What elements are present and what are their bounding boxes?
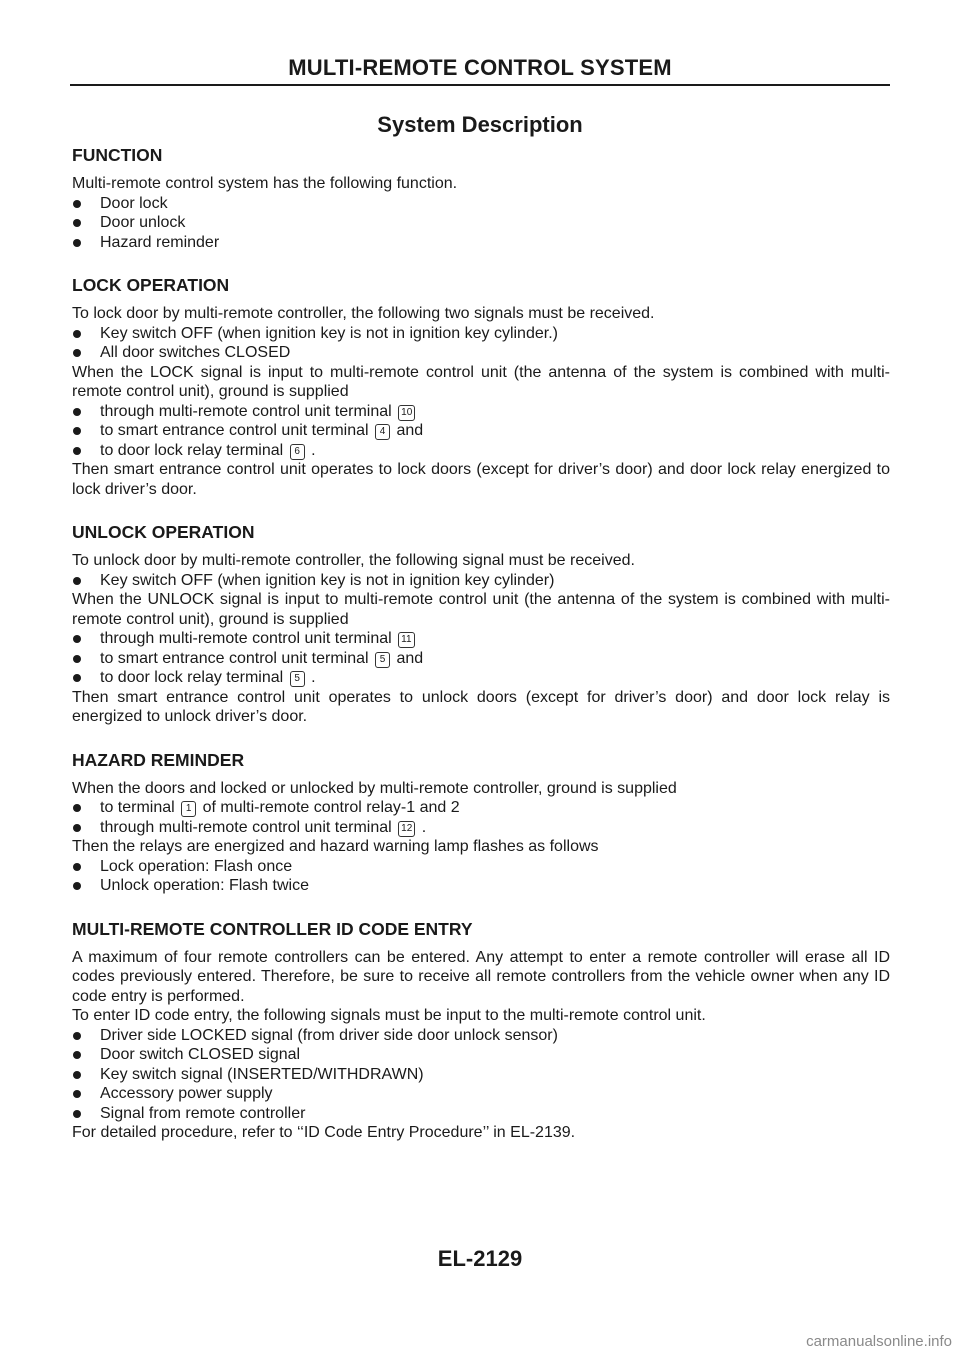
terminal-number-badge: 12 [398,821,415,837]
lock-heading: LOCK OPERATION [72,275,230,295]
unlock-section [72,522,890,727]
bullet-icon [73,219,81,227]
idcode-section [72,919,890,1143]
unlock-bullet: Key switch OFF (when ignition key is not in ignition key cylinder) [72,571,890,591]
function-intro: Multi-remote control system has the following function. [72,175,458,192]
lock-closing: Then smart entrance control unit operates to lock doors (except for driver’s door) and door lock relay energized to lock driver’s door. [72,461,890,498]
page-code: EL-2129 [437,1246,523,1271]
bullet-icon [73,1032,81,1040]
bullet-icon [73,349,81,357]
unlock-heading: UNLOCK OPERATION [72,522,255,542]
bullet-icon [73,1110,81,1118]
lock-section [72,275,890,499]
hazard-bullet: Lock operation: Flash once [72,857,890,877]
function-bullet: Door lock [72,194,890,214]
bullet-icon [73,1051,81,1059]
bullet-icon [73,655,81,663]
bullet-icon [73,882,81,890]
bullet-icon [73,804,81,812]
unlock-closing: Then smart entrance control unit operates to unlock doors (except for driver’s door) and door lock relay is energized to unlock driver’s door. [72,688,890,725]
bullet-icon [73,330,81,338]
bullet-icon [73,674,81,682]
hazard-step: to terminal 1 of multi-remote control relay-1 and 2 [72,798,890,818]
idcode-bullet: Signal from remote controller [72,1104,890,1124]
lock-step: to door lock relay terminal 6 . [72,441,890,461]
function-heading: FUNCTION [72,145,163,165]
hazard-heading: HAZARD REMINDER [72,749,245,770]
hazard-step: through multi-remote control unit terminal 12 . [72,818,890,838]
watermark: carmanualsonline.info [806,1333,952,1350]
terminal-number-badge: 10 [398,405,415,421]
bullet-icon [73,1090,81,1098]
idcode-bullet: Key switch signal (INSERTED/WITHDRAWN) [72,1065,890,1085]
idcode-paragraph: A maximum of four remote controllers can be entered. Any attempt to enter a remote controller will erase all ID codes previously entered. Therefore, be sure to receive all remote controllers from the vehicle owner when any ID code entry is performed. [72,948,890,1005]
idcode-closing: For detailed procedure, refer to ‘‘ID Code Entry Procedure’’ in EL-2139. [72,1124,576,1141]
unlock-paragraph: When the UNLOCK signal is input to multi-remote control unit (the antenna of the system is combined with multi-remote control unit), ground is supplied [72,591,890,628]
bullet-icon [73,863,81,871]
bullet-icon [73,427,81,435]
hazard-section [72,750,890,896]
bullet-icon [73,200,81,208]
function-bullet: Door unlock [72,213,890,233]
idcode-bullet: Driver side LOCKED signal (from driver side door unlock sensor) [72,1026,890,1046]
hazard-bullet: Unlock operation: Flash twice [72,876,890,896]
idcode-bullet: Door switch CLOSED signal [72,1045,890,1065]
idcode-bullet: Accessory power supply [72,1084,890,1104]
lock-paragraph: When the LOCK signal is input to multi-remote control unit (the antenna of the system is combined with multi-remote control unit), ground is supplied [72,363,890,400]
idcode-paragraph: To enter ID code entry, the following signals must be input to the multi-remote control unit. [72,1007,706,1024]
unlock-step: to smart entrance control unit terminal 5 and [72,649,890,669]
lock-bullet: All door switches CLOSED [72,343,890,363]
terminal-number-badge: 11 [398,632,414,648]
lock-step: through multi-remote control unit terminal 10 [72,402,890,422]
bullet-icon [73,408,81,416]
bullet-icon [73,1071,81,1079]
page-heading: System Description [377,112,583,137]
terminal-number-badge: 5 [290,671,305,687]
function-section [72,145,890,252]
hazard-intro: When the doors and locked or unlocked by multi-remote controller, ground is supplied [72,779,677,797]
lock-intro: To lock door by multi-remote controller, the following two signals must be received. [72,305,655,322]
idcode-heading: MULTI-REMOTE CONTROLLER ID CODE ENTRY [72,918,473,939]
hazard-paragraph: Then the relays are energized and hazard warning lamp flashes as follows [72,838,599,855]
bullet-icon [73,239,81,247]
lock-step: to smart entrance control unit terminal 4 and [72,421,890,441]
unlock-step: through multi-remote control unit terminal 11 [72,629,890,649]
terminal-number-badge: 1 [181,801,196,817]
terminal-number-badge: 5 [375,652,390,668]
document-content [72,145,890,1166]
terminal-number-badge: 4 [375,424,390,440]
bullet-icon [73,447,81,455]
unlock-intro: To unlock door by multi-remote controller, the following signal must be received. [72,552,635,569]
function-bullet: Hazard reminder [72,233,890,253]
header-rule [70,84,890,86]
unlock-step: to door lock relay terminal 5 . [72,668,890,688]
header-title: MULTI-REMOTE CONTROL SYSTEM [288,55,672,80]
bullet-icon [73,635,81,643]
bullet-icon [73,824,81,832]
bullet-icon [73,577,81,585]
lock-bullet: Key switch OFF (when ignition key is not in ignition key cylinder.) [72,324,890,344]
terminal-number-badge: 6 [290,444,305,460]
